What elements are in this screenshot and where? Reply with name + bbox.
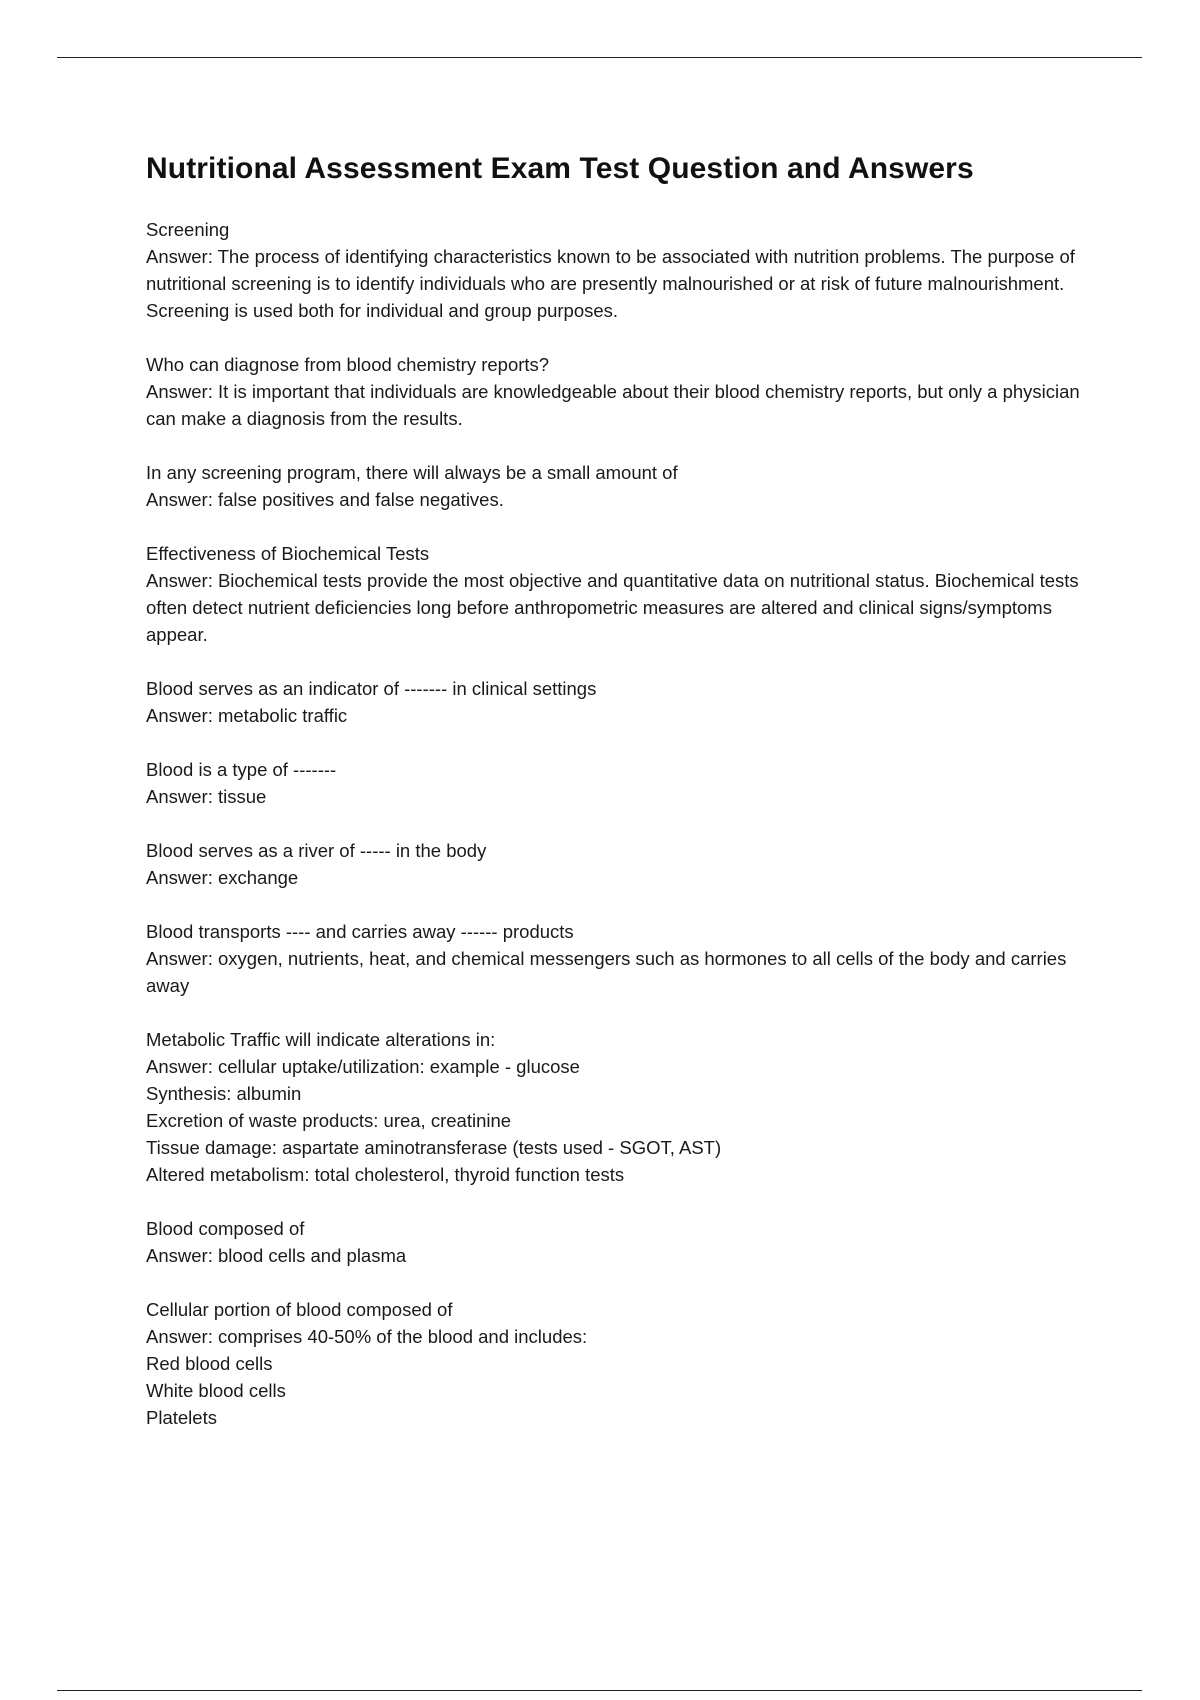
top-rule [57,57,1142,58]
answer: Answer: false positives and false negatives. [146,489,504,510]
qa-item-blood-transports [146,918,1096,999]
question: Who can diagnose from blood chemistry reports? [146,354,550,375]
question: Blood serves as an indicator of ------- in clinical settings [146,678,597,699]
answer-detail: Red blood cells [146,1353,273,1374]
qa-item-blood-type [146,756,1096,810]
answer: Answer: oxygen, nutrients, heat, and chemical messengers such as hormones to all cells of the body and carries away [146,948,1072,996]
question: Metabolic Traffic will indicate alterations in: [146,1029,496,1050]
answer: Answer: comprises 40-50% of the blood and includes: [146,1326,588,1347]
qa-item-cellular-portion [146,1296,1096,1431]
question: Blood serves as a river of ----- in the body [146,840,487,861]
answer-detail: Tissue damage: aspartate aminotransferase (tests used - SGOT, AST) [146,1137,722,1158]
answer: Answer: cellular uptake/utilization: example - glucose [146,1056,580,1077]
qa-item-blood-composed [146,1215,1096,1269]
qa-item-diagnose [146,351,1096,432]
question: In any screening program, there will always be a small amount of [146,462,678,483]
question: Blood is a type of ------- [146,759,337,780]
answer-detail: Synthesis: albumin [146,1083,302,1104]
answer: Answer: blood cells and plasma [146,1245,407,1266]
question: Blood transports ---- and carries away ------ products [146,921,574,942]
qa-item-blood-indicator [146,675,1096,729]
qa-item-blood-river [146,837,1096,891]
question: Effectiveness of Biochemical Tests [146,543,430,564]
question: Blood composed of [146,1218,305,1239]
answer: Answer: It is important that individuals are knowledgeable about their blood chemistry reports, but only a physician can make a diagnosis from the results. [146,381,1085,429]
answer: Answer: tissue [146,786,267,807]
answer-detail: Altered metabolism: total cholesterol, thyroid function tests [146,1164,625,1185]
answer: Answer: exchange [146,867,299,888]
answer: Answer: metabolic traffic [146,705,348,726]
answer-detail: White blood cells [146,1380,286,1401]
answer-detail: Platelets [146,1407,217,1428]
answer: Answer: The process of identifying characteristics known to be associated with nutrition problems. The purpose of nutritional screening is to identify individuals who are presently malnourished or at risk of future malnourishment. Screening is used both for individual and group purposes. [146,246,1081,321]
qa-item-biochemical-tests [146,540,1096,648]
question: Cellular portion of blood composed of [146,1299,453,1320]
qa-item-metabolic-traffic [146,1026,1096,1188]
qa-item-screening [146,216,1096,324]
document-title: Nutritional Assessment Exam Test Question and Answers [146,152,974,185]
question: Screening [146,219,230,240]
qa-item-screening-program [146,459,1096,513]
document-body [146,148,1096,1458]
bottom-rule [57,1690,1142,1691]
answer-detail: Excretion of waste products: urea, creatinine [146,1110,512,1131]
answer: Answer: Biochemical tests provide the most objective and quantitative data on nutritional status. Biochemical tests often detect nutrient deficiencies long before anthropometric measures are altered and clinical signs/symptoms appear. [146,570,1084,645]
